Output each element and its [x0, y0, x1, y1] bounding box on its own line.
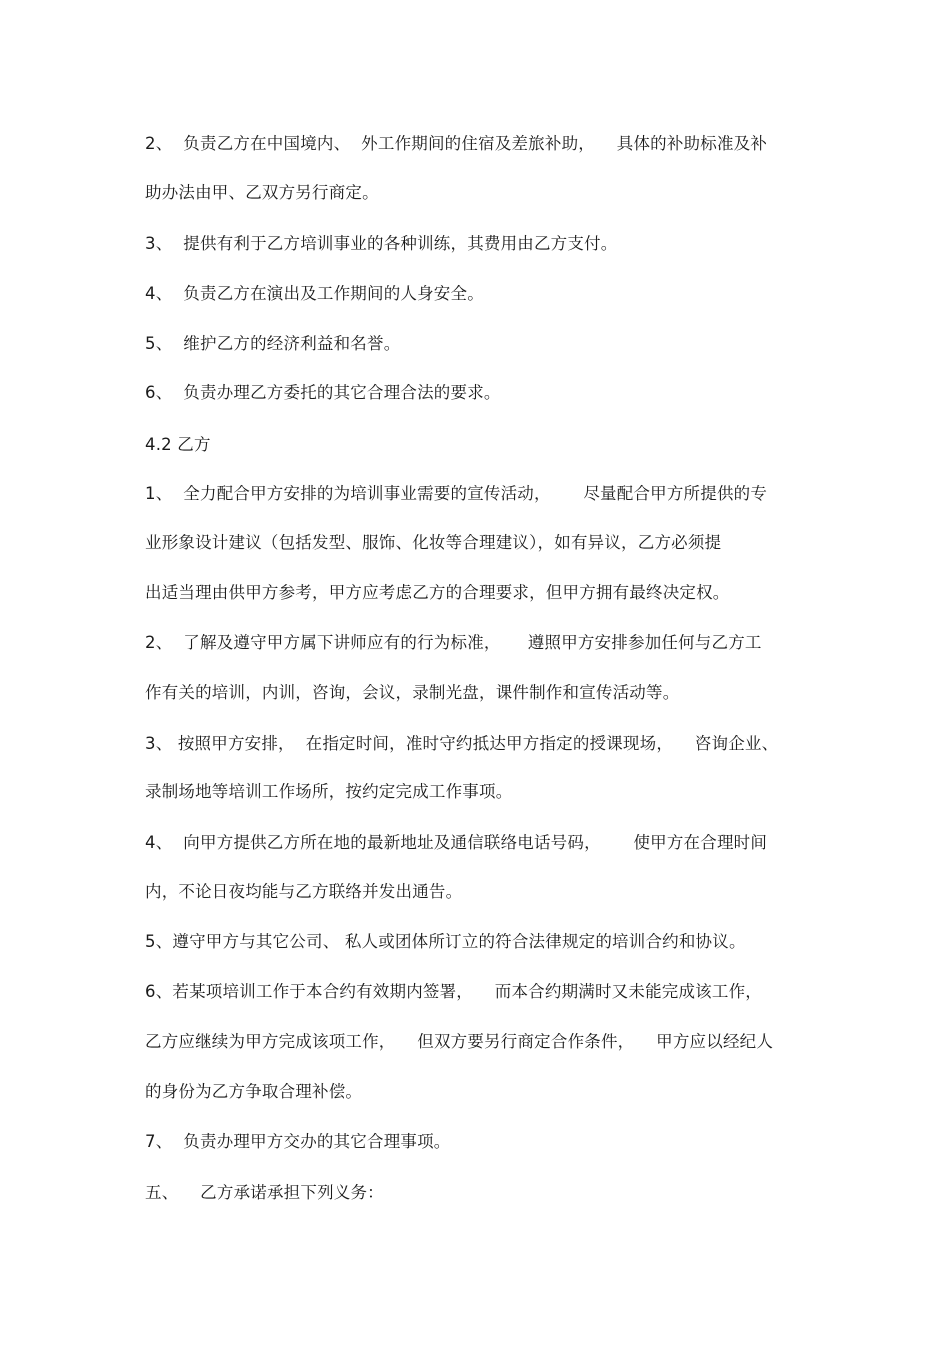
text-line: 的身份为乙方争取合理补偿。: [145, 1082, 363, 1101]
text-line: 出适当理由供甲方参考，甲方应考虑乙方的合理要求，但甲方拥有最终决定权。: [145, 583, 730, 602]
text-line: 4、 负责乙方在演出及工作期间的人身安全。: [145, 284, 484, 303]
text-line: 3、 按照甲方安排， 在指定时间，准时守约抵达甲方指定的授课现场， 咨询企业、: [145, 734, 779, 753]
text-line: 业形象设计建议（包括发型、服饰、化妆等合理建议），如有异议，乙方必须提: [145, 533, 722, 552]
text-line: 4、 向甲方提供乙方所在地的最新地址及通信联络电话号码， 使甲方在合理时间: [145, 833, 768, 852]
text-line: 3、 提供有利于乙方培训事业的各种训练，其费用由乙方支付。: [145, 234, 618, 253]
text-line: 5、 维护乙方的经济利益和名誉。: [145, 334, 401, 353]
text-line: 1、 全力配合甲方安排的为培训事业需要的宣传活动， 尽量配合甲方所提供的专: [145, 484, 768, 503]
text-line: 6、 负责办理乙方委托的其它合理合法的要求。: [145, 383, 501, 402]
text-line: 7、 负责办理甲方交办的其它合理事项。: [145, 1132, 451, 1151]
section-heading: 五、 乙方承诺承担下列义务：: [145, 1183, 384, 1202]
text-line: 录制场地等培训工作场所，按约定完成工作事项。: [145, 782, 513, 801]
text-line: 乙方应继续为甲方完成该项工作， 但双方要另行商定合作条件， 甲方应以经纪人: [145, 1032, 774, 1051]
section-heading: 4.2 乙方: [145, 435, 211, 454]
text-line: 作有关的培训，内训，咨询，会议，录制光盘，课件制作和宣传活动等。: [145, 683, 680, 702]
text-line: 5、遵守甲方与其它公司、 私人或团体所订立的符合法律规定的培训合约和协议。: [145, 932, 746, 951]
text-line: 6、若某项培训工作于本合约有效期内签署， 而本合约期满时又未能完成该工作，: [145, 982, 762, 1001]
text-line: 内，不论日夜均能与乙方联络并发出通告。: [145, 882, 463, 901]
text-line: 2、 负责乙方在中国境内、 外工作期间的住宿及差旅补助， 具体的补助标准及补: [145, 134, 768, 153]
text-line: 助办法由甲、乙双方另行商定。: [145, 183, 379, 202]
text-line: 2、 了解及遵守甲方属下讲师应有的行为标准， 遵照甲方安排参加任何与乙方工: [145, 633, 762, 652]
